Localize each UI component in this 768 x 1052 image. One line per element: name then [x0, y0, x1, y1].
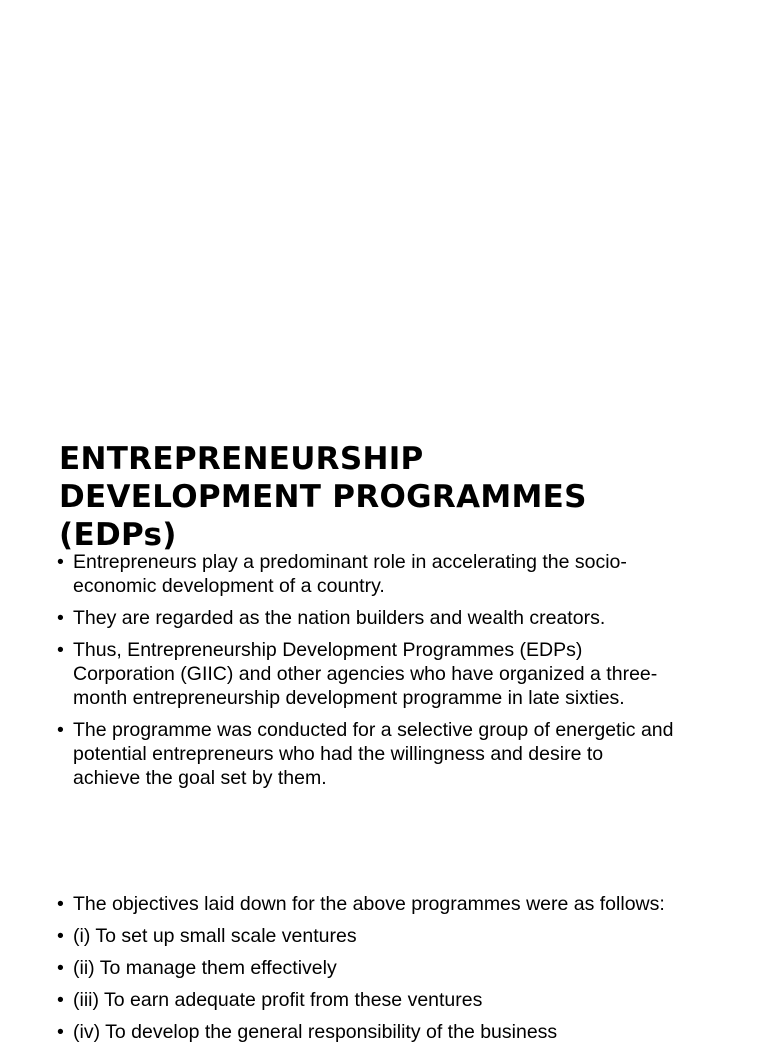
slide-title-line: ENTREPRENEURSHIP: [59, 441, 424, 477]
bullet-item: [57, 988, 747, 1012]
bullet-item: [57, 718, 747, 790]
bullet-text-line: • (iv) To develop the general responsibility of the business: [73, 1021, 558, 1043]
bullet-text-line: potential entrepreneurs who had the willingness and desire to: [73, 743, 604, 765]
bullet-text-line: • The programme was conducted for a selective group of energetic and: [73, 719, 674, 741]
bullet-text-line: economic development of a country.: [73, 575, 385, 597]
bullet-text-line: achieve the goal set by them.: [73, 767, 327, 789]
bullet-item: [57, 924, 747, 948]
bullet-text-line: • (iii) To earn adequate profit from these ventures: [73, 989, 483, 1011]
bullet-item: [57, 550, 747, 598]
bullet-text-line: • (ii) To manage them effectively: [73, 957, 337, 979]
bullet-list-objectives: [57, 892, 747, 1052]
bullet-item: [57, 606, 747, 630]
slide-title-line: (EDPs): [59, 517, 177, 553]
bullet-item: [57, 638, 747, 710]
bullet-text-line: Corporation (GIIC) and other agencies who have organized a three-: [73, 663, 658, 685]
bullet-text-line: • Thus, Entrepreneurship Development Programmes (EDPs): [73, 639, 583, 661]
bullet-text-line: • (i) To set up small scale ventures: [73, 925, 357, 947]
bullet-item: [57, 892, 747, 916]
bullet-list-intro: [57, 550, 747, 798]
bullet-item: [57, 956, 747, 980]
slide-title: [59, 440, 739, 554]
bullet-text-line: • The objectives laid down for the above programmes were as follows:: [73, 893, 665, 915]
slide-title-line: DEVELOPMENT PROGRAMMES: [59, 479, 587, 515]
bullet-text-line: • Entrepreneurs play a predominant role in accelerating the socio-: [73, 551, 627, 573]
bullet-text-line: • They are regarded as the nation builders and wealth creators.: [73, 607, 606, 629]
bullet-text-line: month entrepreneurship development programme in late sixties.: [73, 687, 625, 709]
